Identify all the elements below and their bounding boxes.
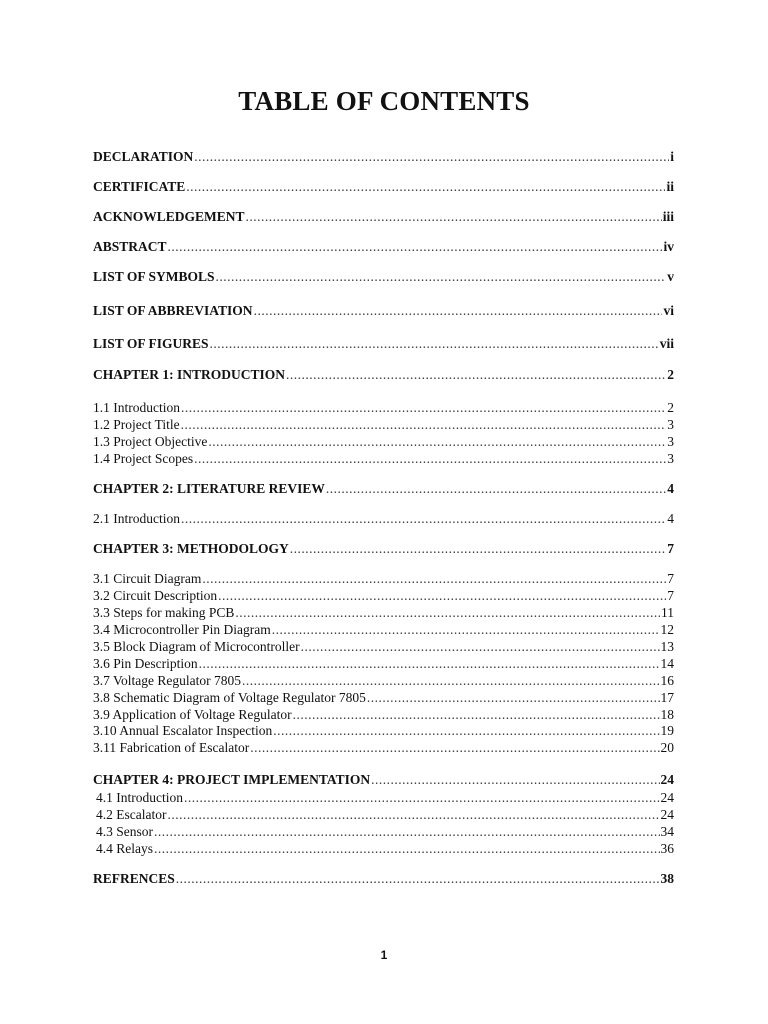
- toc-entry-3-6: [93, 655, 674, 673]
- toc-entry-page: 24: [660, 772, 674, 787]
- toc-entry-page: iii: [662, 209, 674, 224]
- toc-entry-3-10: [93, 722, 674, 740]
- toc-entry-3-2: [93, 587, 674, 605]
- leader-dots: [367, 689, 660, 707]
- toc-entry-label: 3.6 Pin Description: [93, 656, 198, 671]
- toc-entry-1-2: [93, 416, 674, 434]
- toc-entry-page: 36: [660, 841, 674, 856]
- toc-entry-label: REFRENCES: [93, 871, 175, 886]
- toc-entry-page: 13: [660, 639, 674, 654]
- toc-entry-4-4: [96, 840, 674, 858]
- leader-dots: [246, 208, 662, 226]
- leader-dots: [242, 672, 660, 690]
- leader-dots: [184, 789, 660, 807]
- page-number: 1: [380, 948, 388, 962]
- toc-entry-3-11: [93, 739, 674, 757]
- leader-dots: [194, 148, 669, 166]
- toc-entry-references: [93, 870, 674, 888]
- toc-entry-label: 4.2 Escalator: [96, 807, 167, 822]
- toc-entry-page: vi: [663, 303, 674, 318]
- toc-entry-page: vii: [659, 336, 674, 351]
- toc-entry-acknowledgement: [93, 208, 674, 226]
- toc-entry-label: 3.4 Microcontroller Pin Diagram: [93, 622, 271, 637]
- toc-entry-page: 4: [667, 511, 674, 526]
- toc-entry-page: 16: [660, 673, 674, 688]
- toc-entry-4-1: [96, 789, 674, 807]
- toc-entry-3-8: [93, 689, 674, 707]
- toc-entry-page: 12: [660, 622, 674, 637]
- toc-entry-label: 1.2 Project Title: [93, 417, 180, 432]
- toc-entry-label: 3.1 Circuit Diagram: [93, 571, 202, 586]
- toc-entry-3-5: [93, 638, 674, 656]
- leader-dots: [186, 178, 665, 196]
- toc-entry-label: 1.4 Project Scopes: [93, 451, 194, 466]
- toc-entry-list-of-symbols: [93, 268, 674, 286]
- leader-dots: [194, 450, 666, 468]
- toc-entry-label: LIST OF FIGURES: [93, 336, 209, 351]
- leader-dots: [218, 587, 666, 605]
- toc-entry-label: LIST OF ABBREVIATION: [93, 303, 253, 318]
- toc-entry-page: 24: [660, 790, 674, 805]
- page-title: TABLE OF CONTENTS: [238, 86, 530, 116]
- toc-entry-chapter-2: [93, 480, 674, 498]
- toc-entry-page: 34: [660, 824, 674, 839]
- leader-dots: [168, 238, 663, 256]
- toc-entry-page: 7: [667, 588, 674, 603]
- leader-dots: [208, 433, 666, 451]
- leader-dots: [254, 302, 663, 320]
- toc-entry-page: 18: [660, 707, 674, 722]
- toc-entry-page: iv: [663, 239, 674, 254]
- leader-dots: [290, 540, 666, 558]
- toc-entry-2-1: [93, 510, 674, 528]
- leader-dots: [326, 480, 666, 498]
- toc-entry-label: 4.4 Relays: [96, 841, 153, 856]
- toc-entry-3-3: [93, 604, 674, 622]
- leader-dots: [181, 510, 666, 528]
- toc-entry-page: 17: [660, 690, 674, 705]
- toc-entry-label: 4.3 Sensor: [96, 824, 153, 839]
- toc-entry-label: 3.9 Application of Voltage Regulator: [93, 707, 292, 722]
- toc-entry-4-3: [96, 823, 674, 841]
- toc-entry-page: 7: [667, 541, 674, 556]
- toc-entry-label: CERTIFICATE: [93, 179, 186, 194]
- toc-entry-certificate: [93, 178, 674, 196]
- toc-entry-label: CHAPTER 2: LITERATURE REVIEW: [93, 481, 325, 496]
- toc-entry-list-of-figures: [93, 335, 674, 353]
- toc-entry-list-of-abbreviation: [93, 302, 674, 320]
- toc-entry-page: 14: [660, 656, 674, 671]
- toc-entry-1-3: [93, 433, 674, 451]
- toc-entry-label: 2.1 Introduction: [93, 511, 180, 526]
- leader-dots: [286, 366, 666, 384]
- toc-entry-label: 1.3 Project Objective: [93, 434, 208, 449]
- toc-entry-4-2: [96, 806, 674, 824]
- toc-entry-1-1: [93, 399, 674, 417]
- toc-entry-page: 24: [660, 807, 674, 822]
- toc-entry-label: ACKNOWLEDGEMENT: [93, 209, 245, 224]
- leader-dots: [167, 806, 659, 824]
- leader-dots: [272, 621, 660, 639]
- toc-entry-3-4: [93, 621, 674, 639]
- toc-entry-page: 11: [661, 605, 674, 620]
- toc-entry-label: 1.1 Introduction: [93, 400, 180, 415]
- toc-entry-page: 20: [660, 740, 674, 755]
- leader-dots: [199, 655, 660, 673]
- toc-entry-label: 3.3 Steps for making PCB: [93, 605, 235, 620]
- leader-dots: [154, 823, 660, 841]
- toc-entry-label: 3.5 Block Diagram of Microcontroller: [93, 639, 300, 654]
- leader-dots: [181, 416, 667, 434]
- toc-entry-page: 3: [667, 434, 674, 449]
- toc-entry-label: 3.2 Circuit Description: [93, 588, 218, 603]
- leader-dots: [371, 771, 659, 789]
- toc-entry-3-7: [93, 672, 674, 690]
- toc-entry-label: LIST OF SYMBOLS: [93, 269, 215, 284]
- leader-dots: [235, 604, 660, 622]
- toc-entry-label: 3.10 Annual Escalator Inspection: [93, 723, 273, 738]
- leader-dots: [250, 739, 659, 757]
- leader-dots: [202, 570, 666, 588]
- toc-entry-page: ii: [666, 179, 674, 194]
- toc-entry-chapter-3: [93, 540, 674, 558]
- toc-entry-label: CHAPTER 4: PROJECT IMPLEMENTATION: [93, 772, 371, 787]
- toc-entry-declaration: [93, 148, 674, 166]
- leader-dots: [216, 268, 667, 286]
- toc-entry-page: 19: [660, 723, 674, 738]
- toc-entry-page: i: [670, 149, 674, 164]
- toc-entry-label: ABSTRACT: [93, 239, 167, 254]
- leader-dots: [181, 399, 666, 417]
- toc-entry-page: 7: [667, 571, 674, 586]
- leader-dots: [154, 840, 660, 858]
- leader-dots: [176, 870, 660, 888]
- toc-entry-page: 2: [667, 367, 674, 382]
- leader-dots: [273, 722, 659, 740]
- toc-entry-label: 4.1 Introduction: [96, 790, 183, 805]
- toc-entry-label: CHAPTER 3: METHODOLOGY: [93, 541, 289, 556]
- leader-dots: [210, 335, 659, 353]
- toc-entry-label: 3.11 Fabrication of Escalator: [93, 740, 250, 755]
- toc-entry-page: 3: [667, 451, 674, 466]
- toc-entry-label: 3.8 Schematic Diagram of Voltage Regulator 7805: [93, 690, 366, 705]
- toc-entry-abstract: [93, 238, 674, 256]
- toc-entry-label: 3.7 Voltage Regulator 7805: [93, 673, 241, 688]
- toc-entry-chapter-1: [93, 366, 674, 384]
- toc-entry-page: v: [667, 269, 674, 284]
- leader-dots: [301, 638, 660, 656]
- toc-entry-page: 38: [660, 871, 674, 886]
- toc-entry-3-1: [93, 570, 674, 588]
- toc-entry-1-4: [93, 450, 674, 468]
- toc-entry-page: 4: [667, 481, 674, 496]
- toc-entry-page: 2: [667, 400, 674, 415]
- toc-entry-label: CHAPTER 1: INTRODUCTION: [93, 367, 286, 382]
- toc-entry-chapter-4: [93, 771, 674, 789]
- toc-entry-label: DECLARATION: [93, 149, 194, 164]
- toc-entry-page: 3: [667, 417, 674, 432]
